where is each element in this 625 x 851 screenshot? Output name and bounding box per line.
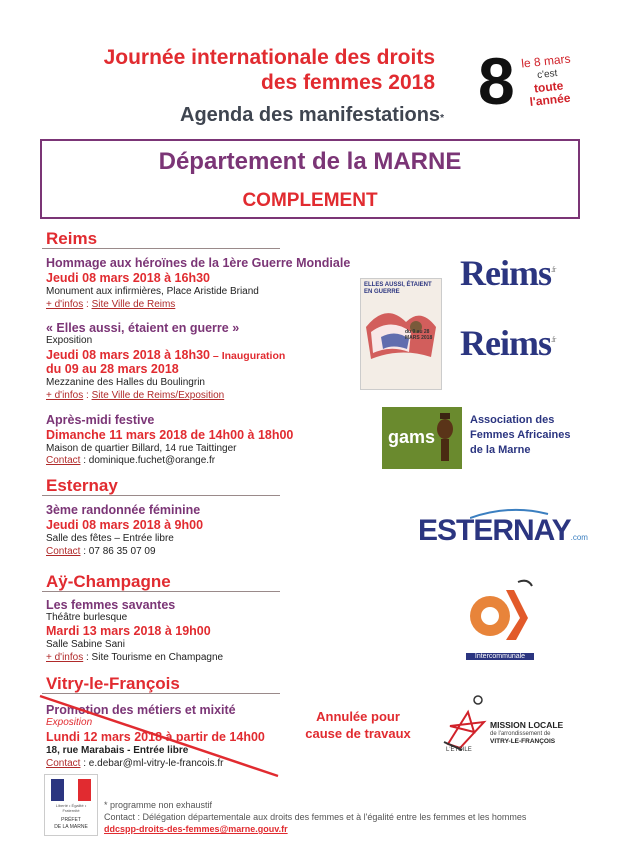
gams-logo-text: gams	[388, 427, 436, 447]
reims-logo	[460, 322, 555, 364]
gams-logo	[382, 407, 462, 469]
slogan	[515, 52, 580, 110]
date-suffix: – Inauguration	[210, 350, 286, 362]
reims-logo-text: Reims	[460, 323, 551, 363]
footer-note: * programme non exhaustif	[104, 800, 213, 810]
event-title: « Elles aussi, étaient en guerre »	[46, 321, 240, 335]
event-place: Monument aux infirmières, Place Aristide Briand	[46, 286, 259, 297]
event-place: Mezzanine des Halles du Boulingrin	[46, 377, 205, 388]
city-divider	[42, 495, 280, 496]
date-main: Jeudi 08 mars 2018 à 18h30	[46, 348, 211, 362]
contact-label: Contact	[46, 758, 81, 769]
association-name: Association des Femmes Africaines de la Marne	[470, 414, 571, 456]
event-title: Les femmes savantes	[46, 598, 176, 612]
city-divider	[42, 248, 280, 249]
city-heading-vitry: Vitry-le-François	[46, 674, 180, 693]
info-sep: :	[83, 299, 92, 310]
poster-title: ELLES AUSSI, ÉTAIENT EN GUERRE	[364, 282, 432, 295]
event-contact	[46, 546, 156, 557]
reims-logo-suffix: .fr	[550, 335, 556, 344]
event-place: 18, rue Marabais - Entrée libre	[46, 745, 189, 756]
footer-contact: Contact : Délégation départementale aux droits des femmes et à l'égalité entre les femmes et les hommes	[104, 812, 527, 822]
marianne-flag-icon	[51, 779, 91, 801]
mission-locale-logo	[440, 692, 590, 762]
slogan-line1: le 8 mars	[520, 51, 572, 71]
event-kind: Exposition	[46, 717, 93, 728]
event-title: Après-midi festive	[46, 413, 155, 427]
african-mask-icon	[434, 413, 456, 463]
event-title: Promotion des métiers et mixité	[46, 703, 236, 717]
subtitle	[180, 104, 444, 127]
subtitle-text: Agenda des manifestations	[180, 104, 441, 126]
prefet-line2: DE LA MARNE	[54, 824, 88, 830]
reims-logo	[460, 252, 555, 294]
contact-label: Contact	[46, 455, 81, 466]
event-date: Lundi 12 mars 2018 à partir de 14h00	[46, 730, 265, 744]
ml-city: VITRY-LE-FRANÇOIS	[490, 738, 556, 745]
event-kind: Exposition	[46, 335, 93, 346]
info-link[interactable]: Site Ville de Reims/Exposition	[91, 390, 225, 401]
event-place: Salle Sabine Sani	[46, 639, 125, 650]
slogan-line3: toute	[533, 78, 564, 96]
main-title-line2: des femmes 2018	[261, 71, 435, 94]
info-prefix[interactable]: + d'infos	[46, 652, 84, 663]
info-prefix[interactable]: + d'infos	[46, 299, 84, 310]
ay-logo-caption: Intercommunale	[466, 653, 534, 660]
slogan-line2: c'est	[536, 68, 558, 82]
event-place: Salle des fêtes – Entrée libre	[46, 533, 174, 544]
event-date: Jeudi 08 mars 2018 à 16h30	[46, 271, 211, 285]
badge-eight: 8	[478, 44, 515, 118]
city-heading-esternay: Esternay	[46, 476, 118, 495]
reims-logo-text: Reims	[460, 253, 551, 293]
city-heading-ay: Aÿ-Champagne	[46, 572, 171, 591]
event-info	[46, 390, 224, 401]
contact-value[interactable]: : dominique.fuchet@orange.fr	[80, 455, 216, 466]
ay-logo	[466, 578, 534, 660]
event-info	[46, 652, 223, 663]
city-heading-reims: Reims	[46, 229, 98, 248]
contact-value[interactable]: : e.debar@ml-vitry-le-francois.fr	[80, 758, 224, 769]
prefecture-logo	[44, 774, 98, 836]
ml-sub: de l'arrondissement de	[490, 731, 551, 737]
exhibition-poster	[360, 278, 442, 390]
department-title: Département de la MARNE	[158, 148, 462, 175]
footer-email-link[interactable]: ddcspp-droits-des-femmes@marne.gouv.fr	[104, 824, 288, 834]
reims-logo-suffix: .fr	[550, 265, 556, 274]
contact-value[interactable]: : 07 86 35 07 09	[80, 546, 156, 557]
republic-motto: Liberté • Égalité • Fraternité	[55, 803, 87, 813]
ml-caption: L'ÉTOILE	[446, 747, 472, 753]
esternay-logo-text: ESTERNAY	[418, 514, 571, 547]
info-link[interactable]: Site Ville de Reims	[91, 299, 176, 310]
event-title: 3ème randonnée féminine	[46, 503, 201, 517]
asterisk: *	[440, 113, 444, 124]
main-title	[55, 45, 435, 95]
event-date: Jeudi 08 mars 2018 à 9h00	[46, 518, 204, 532]
event-contact	[46, 455, 215, 466]
event-kind: Théâtre burlesque	[46, 612, 128, 623]
info-value: : Site Tourisme en Champagne	[86, 652, 224, 663]
esternay-swoosh-icon	[470, 508, 550, 520]
ml-title: MISSION LOCALE	[490, 720, 564, 730]
event-date2: du 09 au 28 mars 2018	[46, 362, 179, 376]
event-date	[46, 348, 285, 362]
event-date: Dimanche 11 mars 2018 de 14h00 à 18h00	[46, 428, 294, 442]
contact-label: Contact	[46, 546, 81, 557]
slogan-line4: l'année	[528, 90, 572, 109]
prefet-line1: PRÉFET	[61, 817, 81, 823]
ay-logo-icon	[466, 578, 534, 648]
event-info	[46, 299, 175, 310]
event-title: Hommage aux héroïnes de la 1ère Guerre Mondiale	[46, 256, 351, 270]
cancelled-notice: Annulée pour cause de travaux	[305, 709, 411, 741]
event-place: Maison de quartier Billard, 14 rue Taittinger	[46, 443, 237, 454]
city-divider	[42, 591, 280, 592]
cancel-strike-line	[38, 690, 280, 780]
main-title-line1: Journée internationale des droits	[103, 46, 435, 69]
event-date: Mardi 13 mars 2018 à 19h00	[46, 624, 211, 638]
esternay-logo-suffix: .com	[570, 533, 588, 542]
info-prefix[interactable]: + d'infos	[46, 390, 84, 401]
poster-dates: du 9 au 28 MARS 2018	[405, 329, 433, 341]
info-sep: :	[83, 390, 92, 401]
department-subtitle: COMPLEMENT	[242, 190, 378, 211]
